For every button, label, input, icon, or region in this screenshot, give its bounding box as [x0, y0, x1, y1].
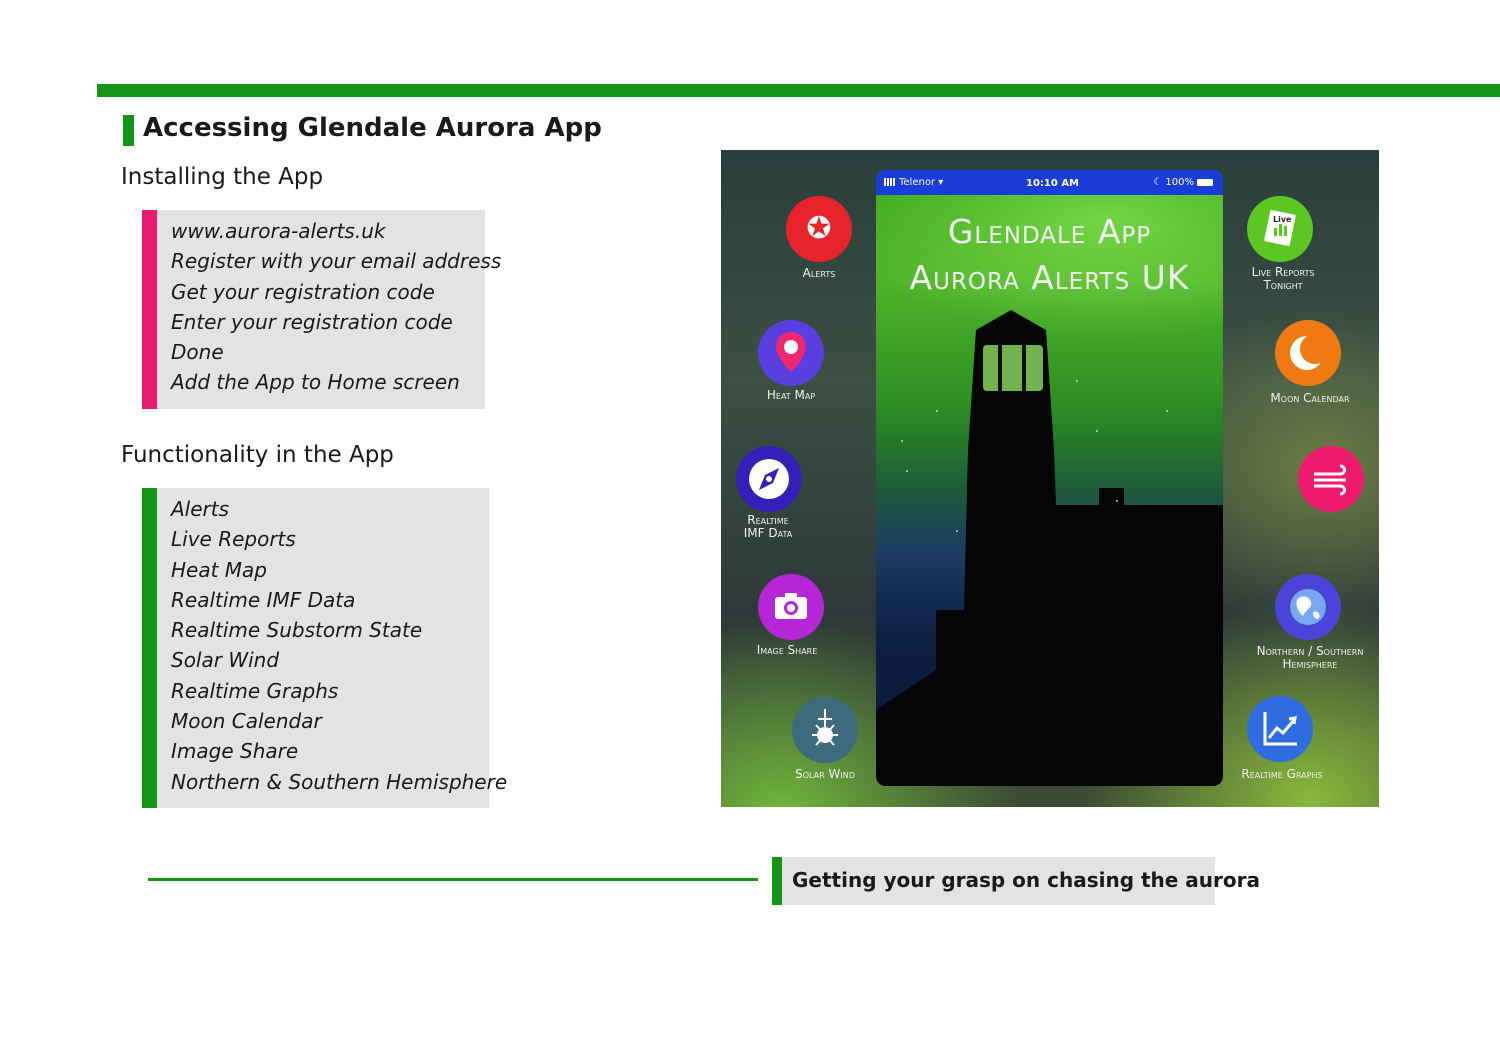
- feature-item: Live Reports: [171, 527, 296, 552]
- lightning-icon[interactable]: ✪: [786, 196, 852, 262]
- moon-status-icon: ☾: [1153, 177, 1163, 188]
- star: [1116, 500, 1118, 502]
- star: [1076, 380, 1078, 382]
- camera-icon[interactable]: [758, 574, 824, 640]
- install-step: Add the App to Home screen: [171, 370, 460, 395]
- tagline-box: [772, 857, 1261, 905]
- live-badge: Live: [1273, 215, 1292, 224]
- wifi-icon: ▾: [938, 177, 944, 188]
- globe-icon[interactable]: [1275, 574, 1341, 640]
- moon-icon[interactable]: [1275, 320, 1341, 386]
- install-step: Enter your registration code: [171, 309, 453, 334]
- status-time: 10:10 AM: [1026, 178, 1080, 189]
- heat-map-label: Heat Map: [766, 388, 816, 402]
- line-graph-glyph: [1247, 696, 1313, 762]
- star: [901, 440, 903, 442]
- tagline: Getting your grasp on chasing the aurora: [792, 868, 1261, 892]
- website-link[interactable]: www.aurora-alerts.uk: [171, 219, 386, 243]
- globe-glyph: [1275, 574, 1341, 640]
- installing-heading: Installing the App: [121, 164, 324, 190]
- installing-steps-box: [142, 210, 502, 409]
- compass-glyph: [736, 446, 802, 512]
- installing-accent-bar: [142, 210, 157, 409]
- moon-glyph: [1275, 320, 1341, 386]
- functionality-heading: Functionality in the App: [121, 442, 394, 468]
- feature-item: Solar Wind: [171, 648, 280, 673]
- feature-item: Moon Calendar: [171, 709, 322, 734]
- map-pin-glyph: [758, 320, 824, 386]
- install-step: Get your registration code: [171, 279, 435, 304]
- line-graph-icon[interactable]: [1247, 696, 1313, 762]
- moon-calendar-label: Moon Calendar: [1270, 391, 1350, 405]
- top-rule: [97, 84, 1500, 97]
- live-report-icon[interactable]: [1247, 196, 1313, 262]
- feature-item: Alerts: [171, 497, 230, 521]
- feature-item: Image Share: [171, 739, 299, 764]
- phone-screen: [876, 170, 1223, 786]
- install-step: Register with your email address: [171, 249, 502, 274]
- bottom-rule: [148, 878, 758, 881]
- functionality-accent-bar: [142, 488, 157, 808]
- star: [936, 410, 938, 412]
- windmill-glyph: [792, 697, 858, 763]
- feature-item: Northern & Southern Hemisphere: [171, 769, 508, 794]
- tagline-marker: [772, 857, 782, 905]
- star: [1096, 430, 1098, 432]
- app-title-line1: Glendale App: [947, 212, 1152, 251]
- status-battery: ☾ 100%: [1153, 177, 1213, 188]
- app-screenshot: [721, 150, 1379, 807]
- hemisphere-label: Northern / Southern Hemisphere: [1256, 644, 1364, 671]
- install-step: Done: [171, 340, 224, 365]
- wind-glyph: [1298, 446, 1364, 512]
- feature-item: Realtime Graphs: [171, 678, 339, 703]
- camera-glyph: [758, 574, 824, 640]
- star: [906, 470, 908, 472]
- map-pin-icon[interactable]: [758, 320, 824, 386]
- windmill-icon[interactable]: [792, 697, 858, 763]
- live-reports-label: Live Reports Tonight: [1251, 265, 1315, 292]
- star: [1166, 410, 1168, 412]
- live-report-glyph: [1247, 196, 1313, 262]
- title-marker: [123, 115, 134, 146]
- functionality-list-box: [142, 488, 508, 808]
- star: [956, 530, 958, 532]
- solar-wind-label: Solar Wind: [795, 767, 855, 781]
- alerts-label: Alerts: [802, 266, 836, 280]
- feature-item: Realtime Substorm State: [171, 618, 423, 643]
- wind-icon[interactable]: [1298, 446, 1364, 512]
- app-title-line2: Aurora Alerts UK: [909, 258, 1190, 297]
- compass-icon[interactable]: [736, 446, 802, 512]
- realtime-graphs-label: Realtime Graphs: [1241, 767, 1323, 781]
- status-carrier: Telenor ▾: [884, 177, 943, 188]
- image-share-label: Image Share: [756, 643, 818, 657]
- feature-item: Heat Map: [171, 557, 268, 582]
- page-title: Accessing Glendale Aurora App: [143, 113, 602, 143]
- feature-item: Realtime IMF Data: [171, 587, 356, 612]
- imf-label: Realtime IMF Data: [743, 513, 793, 540]
